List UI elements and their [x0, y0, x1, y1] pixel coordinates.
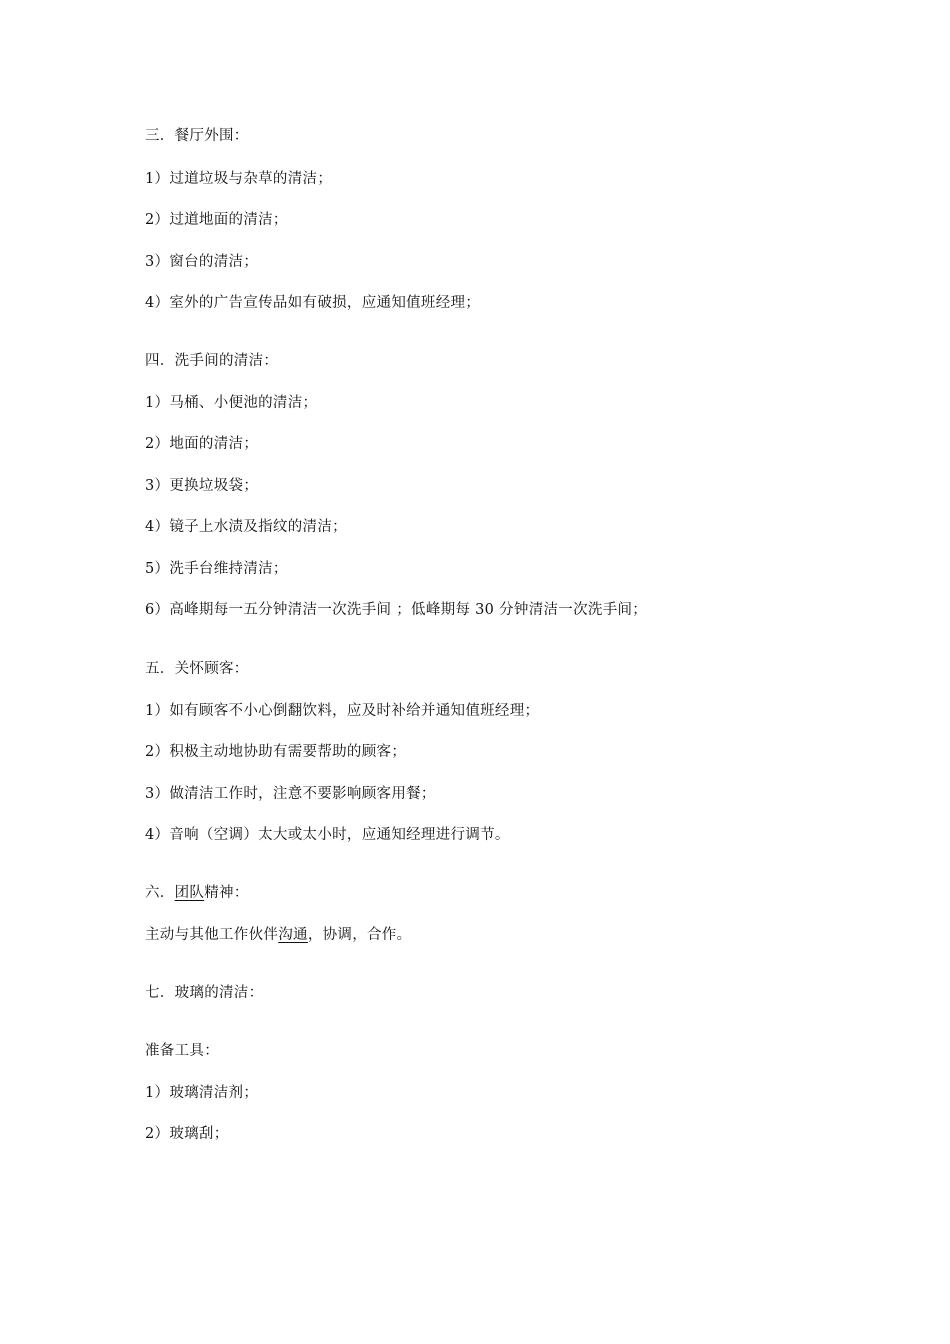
section-4-item-5: 5）洗手台维持清洁； — [145, 561, 288, 577]
section-3-item-1: 1）过道垃圾与杂草的清洁； — [145, 171, 333, 187]
section-6-body-suffix: ，协调，合作。 — [307, 927, 412, 943]
section-4-item-1: 1）马桶、小便池的清洁； — [145, 395, 318, 411]
section-4-heading: 四．洗手间的清洁： — [145, 353, 279, 369]
section-3-item-4: 4）室外的广告宣传品如有破损，应通知值班经理； — [145, 295, 481, 311]
section-5-heading: 五．关怀顾客： — [145, 661, 249, 677]
section-4-item-6: 6）高峰期每一五分钟清洁一次洗手间 ；低峰期每 30 分钟清洁一次洗手间； — [145, 602, 648, 618]
section-6-body — [145, 926, 411, 944]
section-6-heading-suffix: 精神： — [204, 885, 249, 901]
section-6-heading-prefix: 六． — [145, 885, 175, 901]
section-3-heading: 三．餐厅外围： — [145, 128, 249, 144]
team-link[interactable]: 团队 — [174, 885, 205, 901]
section-6-body-prefix: 主动与其他工作伙伴 — [145, 927, 279, 943]
section-4-item-2: 2）地面的清洁； — [145, 436, 259, 452]
communication-link[interactable]: 沟通 — [278, 927, 308, 943]
section-7-item-2: 2）玻璃刮； — [145, 1126, 229, 1142]
section-3-item-3: 3）窗台的清洁； — [145, 254, 259, 270]
section-5-item-4: 4）音响（空调）太大或太小时，应通知经理进行调节。 — [145, 827, 510, 843]
section-5-item-3: 3）做清洁工作时，注意不要影响顾客用餐； — [145, 786, 436, 802]
section-7-subheading: 准备工具： — [145, 1043, 219, 1059]
section-5-item-2: 2）积极主动地协助有需要帮助的顾客； — [145, 744, 407, 760]
section-4-item-3: 3）更换垃圾袋； — [145, 478, 259, 494]
section-6-heading — [145, 884, 249, 902]
section-3-item-2: 2）过道地面的清洁； — [145, 212, 288, 228]
section-7-item-1: 1）玻璃清洁剂； — [145, 1085, 259, 1101]
section-7-heading: 七．玻璃的清洁： — [145, 985, 264, 1001]
section-5-item-1: 1）如有顾客不小心倒翻饮料，应及时补给并通知值班经理； — [145, 703, 540, 719]
section-4-item-4: 4）镜子上水渍及指纹的清洁； — [145, 519, 347, 535]
